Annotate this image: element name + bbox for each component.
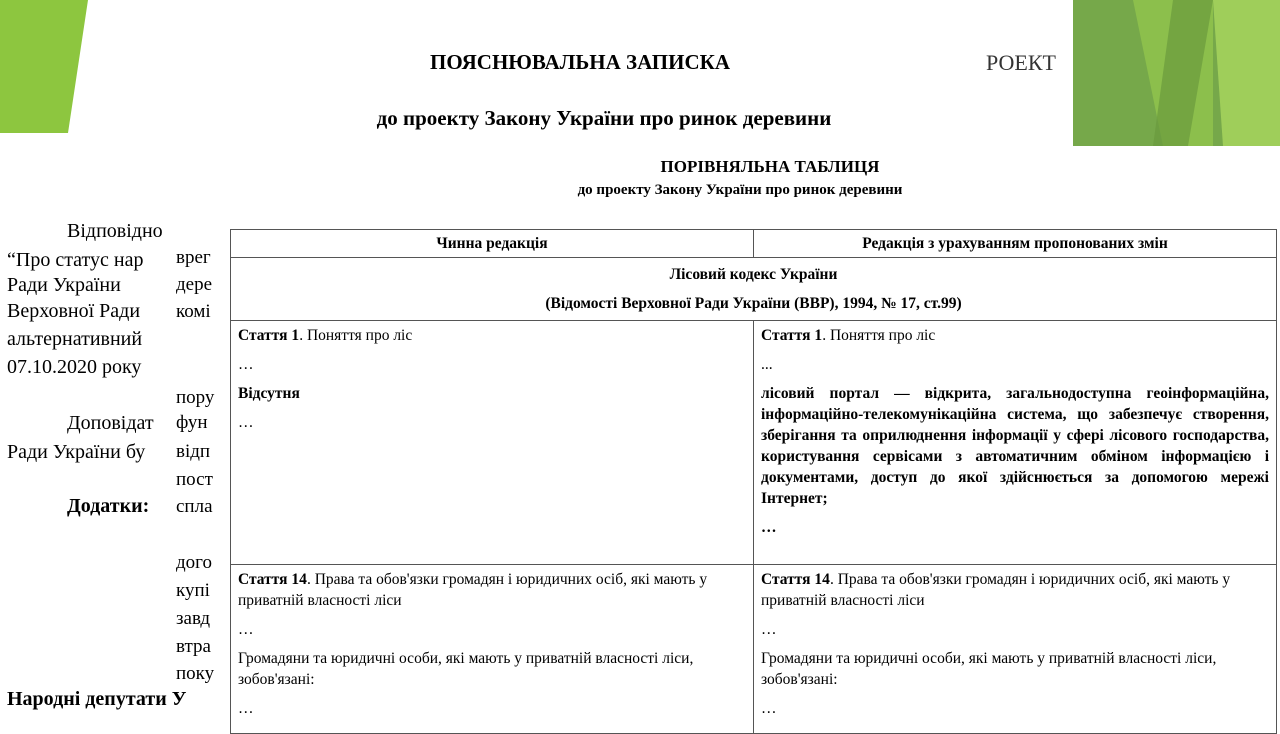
bg-line: альтернативний: [7, 328, 143, 350]
dodatky-label: Додатки:: [67, 495, 150, 517]
art14-left-title: . Права та обов'язки громадян і юридичних осіб, які мають у приватній власності ліси: [238, 571, 708, 609]
mid-fragment: фун: [176, 412, 208, 433]
comparison-subtitle: до проекту Закону України про ринок деревини: [577, 182, 903, 198]
code-row: [231, 258, 1277, 321]
art1-current-cell: [231, 321, 754, 565]
deputies-line: Народні депутати У: [7, 688, 187, 710]
art1-left-number: Стаття 1: [238, 327, 300, 344]
mid-fragment: спла: [176, 496, 213, 517]
mid-fragment: відп: [176, 441, 211, 462]
doc-title: ПОЯСНЮВАЛЬНА ЗАПИСКА: [429, 50, 731, 74]
art14-right-para: Громадяни та юридичні особи, які мають у приватній власності ліси, зобов'язані:: [761, 650, 1217, 688]
bg-line: Верховної Ради: [7, 300, 141, 322]
absent-label: Відсутня: [238, 385, 300, 402]
art1-proposed-cell: [754, 321, 1277, 565]
ellipsis: …: [238, 700, 254, 717]
art1-left-title: . Поняття про ліс: [299, 327, 413, 344]
comparison-title: ПОРІВНЯЛЬНА ТАБЛИЦЯ: [660, 157, 880, 176]
ellipsis: …: [238, 414, 254, 431]
forest-portal-definition: лісовий портал — відкрита, загальнодоступна геоінформаційна, інформаційно-телекомунікаційна система, що забезпечує створення, зберігання та оприлюднення інформації у сфері лісового господарства, користування сервісами з автоматичним обміном інформацією і документами, доступ до якої здійснюється за допомогою мережі Інтернет;: [761, 385, 1269, 507]
art14-right-number: Стаття 14: [761, 571, 830, 588]
mid-fragment: завд: [176, 608, 211, 629]
table-row: [231, 565, 1277, 734]
art1-right-number: Стаття 1: [761, 327, 823, 344]
art14-current-cell: [231, 565, 754, 734]
ellipsis: ...: [761, 356, 773, 373]
mid-fragment: пост: [176, 469, 213, 490]
mid-fragment: дого: [176, 552, 212, 573]
code-title: Лісовий кодекс України: [669, 266, 838, 283]
project-label: РОЕКТ: [986, 50, 1056, 75]
mid-fragment: пору: [176, 387, 215, 408]
art14-right-title: . Права та обов'язки громадян і юридичних осіб, які мають у приватній власності ліси: [761, 571, 1231, 609]
bg-line: Ради України: [7, 274, 121, 296]
ellipsis: …: [238, 621, 254, 638]
art14-left-number: Стаття 14: [238, 571, 307, 588]
mid-fragment: врег: [176, 247, 211, 268]
mid-fragment: купі: [176, 580, 210, 601]
doc-subtitle: до проекту Закону України про ринок деревини: [376, 106, 832, 130]
ellipsis: …: [761, 621, 777, 638]
art14-left-para: Громадяни та юридичні особи, які мають у приватній власності ліси, зобов'язані:: [238, 650, 694, 688]
mid-fragment: комі: [176, 301, 211, 322]
bg-line: Доповідат: [67, 412, 154, 434]
bg-line: Ради України бу: [7, 441, 146, 463]
code-source: (Відомості Верховної Ради України (ВВР), 1994, № 17, ст.99): [545, 295, 962, 312]
mid-fragment: дере: [176, 274, 213, 295]
comparison-table: [230, 229, 1277, 734]
mid-fragment: втра: [176, 636, 211, 657]
bg-line: “Про статус нар: [7, 249, 144, 271]
col-current-header: Чинна редакція: [231, 230, 754, 258]
art14-proposed-cell: [754, 565, 1277, 734]
table-row: [231, 321, 1277, 565]
bg-line: Відповідно: [67, 220, 163, 242]
ellipsis: …: [761, 519, 777, 536]
col-proposed-header: Редакція з урахуванням пропонованих змін: [754, 230, 1277, 258]
header-row: [231, 230, 1277, 258]
ellipsis: …: [761, 700, 777, 717]
bg-line: 07.10.2020 року: [7, 356, 142, 378]
art1-right-title: . Поняття про ліс: [822, 327, 936, 344]
mid-fragment: поку: [176, 663, 215, 684]
ellipsis: …: [238, 356, 254, 373]
